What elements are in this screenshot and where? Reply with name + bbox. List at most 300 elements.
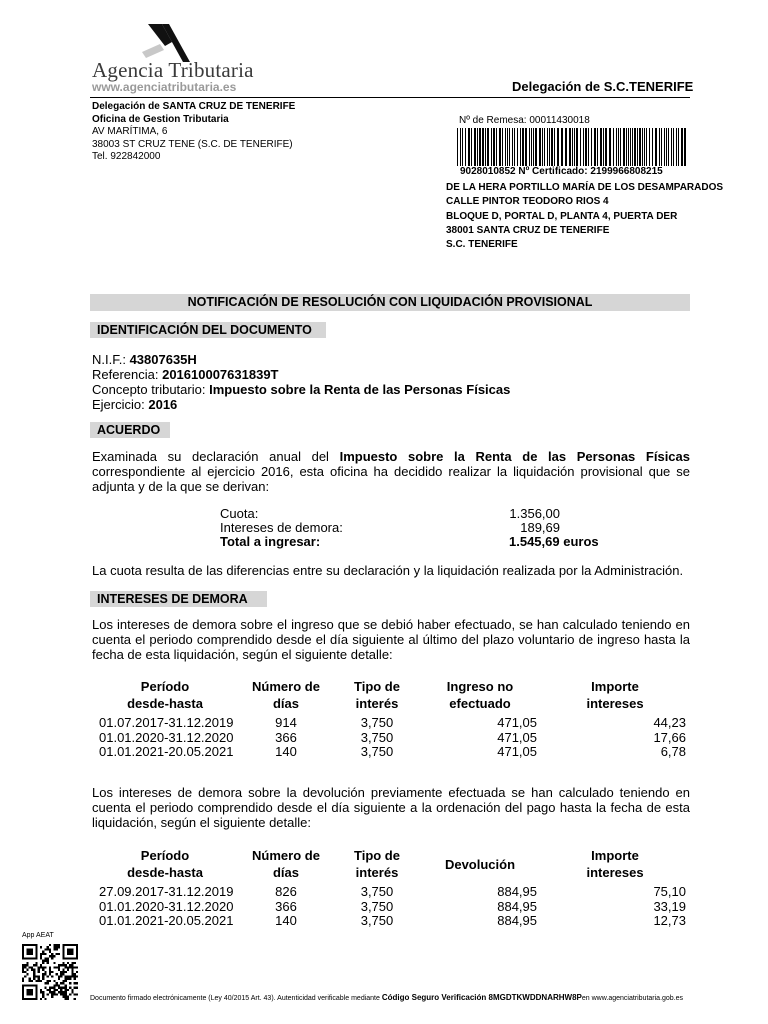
qr-module — [62, 953, 64, 955]
qr-module — [38, 980, 40, 982]
qr-module — [76, 993, 78, 995]
barcode-bar — [457, 128, 458, 166]
qr-module — [40, 964, 42, 966]
qr-module — [60, 991, 62, 993]
qr-module — [29, 957, 31, 959]
qr-module — [74, 966, 76, 968]
qr-module — [42, 966, 44, 968]
barcode-bar — [507, 128, 508, 166]
barcode-bar — [585, 128, 587, 166]
qr-module — [74, 987, 76, 989]
qr-module — [26, 953, 28, 955]
qr-module — [67, 944, 69, 946]
addressee-province: S.C. TENERIFE — [446, 239, 518, 251]
qr-module — [74, 962, 76, 964]
qr-module — [42, 975, 44, 977]
table-row — [0, 745, 768, 760]
barcode-bar — [551, 128, 553, 166]
qr-module — [56, 966, 58, 968]
agreement-tax-name: Impuesto sobre la Renta de las Personas Físicas — [339, 449, 690, 464]
qr-module — [53, 993, 55, 995]
qr-module — [33, 984, 35, 986]
qr-module — [62, 987, 64, 989]
qr-module — [49, 971, 51, 973]
office-line: Tel. 922842000 — [92, 151, 161, 162]
qr-module — [74, 993, 76, 995]
qr-module — [71, 969, 73, 971]
qr-module — [44, 973, 46, 975]
table1-header-days: Número de días — [252, 679, 320, 711]
table2-header-amount: Importe intereses — [586, 848, 644, 880]
qr-module — [71, 989, 73, 991]
qr-module — [58, 991, 60, 993]
qr-module — [58, 966, 60, 968]
office-line: AV MARÍTIMA, 6 — [92, 126, 168, 137]
qr-module — [31, 984, 33, 986]
qr-module — [35, 962, 37, 964]
qr-module — [65, 975, 67, 977]
qr-module — [24, 966, 26, 968]
qr-module — [40, 966, 42, 968]
qr-module — [22, 991, 24, 993]
qr-module — [33, 971, 35, 973]
qr-module — [67, 953, 69, 955]
barcode-bar — [533, 128, 534, 166]
table-row — [0, 900, 768, 915]
qr-module — [26, 984, 28, 986]
qr-module — [65, 991, 67, 993]
qr-module — [58, 953, 60, 955]
qr-module — [38, 978, 40, 980]
qr-module — [65, 957, 67, 959]
qr-module — [31, 989, 33, 991]
qr-module — [31, 969, 33, 971]
barcode-bar — [485, 128, 486, 166]
qr-module — [65, 966, 67, 968]
qr-module — [69, 957, 71, 959]
qr-module — [31, 993, 33, 995]
qr-module — [62, 969, 64, 971]
qr-module — [26, 962, 28, 964]
qr-module — [65, 944, 67, 946]
qr-module — [22, 955, 24, 957]
qr-module — [31, 966, 33, 968]
qr-module — [47, 957, 49, 959]
barcode-bar — [646, 128, 647, 166]
qr-module — [67, 951, 69, 953]
qr-module — [47, 946, 49, 948]
concept-label: Concepto tributario: — [92, 382, 210, 397]
signature-footer — [90, 993, 683, 1002]
qr-module — [40, 991, 42, 993]
qr-module — [53, 955, 55, 957]
table1-header-rate: Tipo de interés — [354, 679, 400, 711]
qr-module — [71, 962, 73, 964]
verification-code: Código Seguro Verificación 8MGDTKWDDNARHW8P — [381, 993, 582, 1002]
qr-module — [26, 973, 28, 975]
row-period: 01.01.2021-20.05.2021 — [99, 913, 234, 928]
qr-module — [24, 998, 26, 1000]
barcode-bar — [509, 128, 510, 166]
qr-module — [24, 971, 26, 973]
qr-module — [56, 982, 58, 984]
qr-module — [22, 948, 24, 950]
qr-module — [67, 969, 69, 971]
qr-module — [67, 966, 69, 968]
qr-module — [65, 987, 67, 989]
qr-module — [49, 955, 51, 957]
interest-paragraph-1: Los intereses de demora sobre el ingreso que se debió haber efectuado, se han calculado teniendo en cuenta el periodo comprendido desde el día siguiente al último del plazo voluntario de ingreso hasta la fecha de esta liquidación, según el siguiente detalle: — [92, 617, 690, 662]
qr-module — [60, 989, 62, 991]
qr-module — [49, 987, 51, 989]
barcode-bar — [597, 128, 598, 166]
barcode-bar — [676, 128, 677, 166]
qr-module — [33, 964, 35, 966]
identification-block — [92, 352, 510, 412]
barcode-bar — [547, 128, 548, 166]
qr-module — [69, 975, 71, 977]
qr-module — [22, 984, 24, 986]
qr-module — [35, 984, 37, 986]
barcode-bar — [664, 128, 665, 166]
qr-module — [49, 948, 51, 950]
qr-module — [71, 964, 73, 966]
qr-module — [26, 957, 28, 959]
remittance-number: Nº de Remesa: 00011430018 — [459, 115, 590, 126]
qr-module — [35, 951, 37, 953]
qr-module — [31, 998, 33, 1000]
agency-name: Agencia Tributaria — [92, 58, 254, 82]
qr-module — [47, 962, 49, 964]
row-amount: 75,10 — [653, 884, 686, 899]
row-rate: 3,750 — [360, 715, 394, 730]
barcode-bar — [649, 128, 650, 166]
qr-module — [67, 989, 69, 991]
qr-module — [69, 966, 71, 968]
interest-value: 189,69 — [520, 520, 560, 535]
barcode-bar — [539, 128, 541, 166]
qr-module — [76, 982, 78, 984]
barcode-bar — [652, 128, 653, 166]
qr-module — [22, 969, 24, 971]
qr-module — [74, 978, 76, 980]
table-row — [0, 731, 768, 746]
qr-module — [22, 957, 24, 959]
qr-module — [44, 957, 46, 959]
barcode-bar — [609, 128, 611, 166]
qr-module — [35, 989, 37, 991]
qr-module — [47, 960, 49, 962]
year-value: 2016 — [148, 397, 178, 412]
qr-module — [51, 957, 53, 959]
qr-module — [29, 993, 31, 995]
barcode-bar — [628, 128, 629, 166]
barcode-bar — [471, 128, 472, 166]
qr-module — [58, 969, 60, 971]
office-line: Delegación de SANTA CRUZ DE TENERIFE — [92, 101, 296, 112]
agreement-text: correspondiente al ejercicio 2016, esta oficina ha decidido realizar la liquidación provisional que se adjunta y de la que se derivan: — [92, 464, 690, 494]
qr-module — [29, 944, 31, 946]
qr-module — [51, 991, 53, 993]
qr-module — [62, 996, 64, 998]
table2-header-days: Número de días — [252, 848, 320, 880]
qr-module — [22, 998, 24, 1000]
barcode-bar — [487, 128, 489, 166]
qr-module — [22, 993, 24, 995]
qr-module — [40, 989, 42, 991]
qr-module — [22, 996, 24, 998]
barcode-bar — [554, 128, 555, 166]
barcode-bar — [620, 128, 621, 166]
qr-module — [22, 978, 24, 980]
qr-module — [53, 948, 55, 950]
qr-module — [35, 946, 37, 948]
row-rate: 3,750 — [360, 898, 394, 914]
qr-module — [44, 982, 46, 984]
qr-module — [35, 975, 37, 977]
qr-module — [76, 966, 78, 968]
qr-module — [56, 984, 58, 986]
qr-module — [71, 953, 73, 955]
qr-module — [42, 951, 44, 953]
agency-url[interactable]: www.agenciatributaria.es — [92, 80, 237, 94]
qr-module — [62, 991, 64, 993]
row-days: 140 — [275, 913, 297, 928]
barcode-bar — [630, 128, 631, 166]
header-divider — [90, 97, 690, 98]
qr-module — [44, 948, 46, 950]
barcode-number: 9028010852 Nº Certificado: 2199966808215 — [460, 166, 663, 177]
qr-module — [38, 971, 40, 973]
qr-module — [40, 946, 42, 948]
qr-module — [53, 987, 55, 989]
qr-module — [29, 978, 31, 980]
barcode-bar — [502, 128, 503, 166]
qr-module — [31, 991, 33, 993]
qr-module — [24, 975, 26, 977]
qr-module — [53, 962, 55, 964]
row-base: 471,05 — [497, 729, 537, 745]
total-label: Total a ingresar: — [220, 534, 321, 549]
barcode-bar — [491, 128, 492, 166]
row-rate: 3,750 — [360, 913, 394, 928]
barcode-bar — [517, 128, 518, 166]
qr-module — [35, 987, 37, 989]
qr-module — [74, 944, 76, 946]
barcode-bar — [588, 128, 589, 166]
qr-module — [42, 991, 44, 993]
qr-module — [31, 951, 33, 953]
qr-module — [62, 957, 64, 959]
row-rate: 3,750 — [360, 744, 394, 759]
quota-label: Cuota: — [220, 506, 259, 521]
interest-label: Intereses de demora: — [220, 520, 343, 535]
barcode-bar — [594, 128, 596, 166]
qr-module — [35, 964, 37, 966]
qr-module — [76, 975, 78, 977]
qr-module — [42, 969, 44, 971]
qr-module — [56, 953, 58, 955]
qr-module — [53, 991, 55, 993]
interest-table-2 — [0, 885, 768, 929]
qr-module — [53, 944, 55, 946]
qr-module — [29, 951, 31, 953]
qr-module — [29, 980, 31, 982]
table-row — [0, 914, 768, 929]
qr-module — [62, 964, 64, 966]
qr-module — [33, 944, 35, 946]
qr-module — [74, 975, 76, 977]
qr-module — [47, 975, 49, 977]
qr-module — [58, 975, 60, 977]
qr-module — [22, 951, 24, 953]
row-period: 01.01.2021-20.05.2021 — [99, 744, 234, 759]
barcode-bar — [482, 128, 484, 166]
qr-module — [33, 998, 35, 1000]
qr-module — [49, 973, 51, 975]
qr-module — [29, 989, 31, 991]
barcode-bar — [569, 128, 571, 166]
qr-module — [69, 987, 71, 989]
qr-module — [76, 971, 78, 973]
qr-module — [29, 984, 31, 986]
qr-module — [74, 973, 76, 975]
qr-module — [58, 944, 60, 946]
qr-module — [76, 948, 78, 950]
barcode-bar — [460, 128, 461, 166]
document-title: NOTIFICACIÓN DE RESOLUCIÓN CON LIQUIDACIÓN PROVISIONAL — [90, 294, 690, 311]
qr-code[interactable] — [22, 944, 78, 1000]
barcode-bar — [525, 128, 527, 166]
qr-module — [47, 948, 49, 950]
qr-module — [22, 944, 24, 946]
qr-module — [62, 971, 64, 973]
qr-module — [29, 966, 31, 968]
delegation-title: Delegación de S.C.TENERIFE — [512, 79, 694, 94]
row-period: 27.09.2017-31.12.2019 — [99, 884, 234, 899]
qr-module — [62, 993, 64, 995]
qr-module — [76, 951, 78, 953]
barcode-bar — [477, 128, 478, 166]
office-block — [92, 101, 295, 164]
footer-text: Documento firmado electrónicamente (Ley 40/2015 Art. 43). Autenticidad verificable mediante — [90, 995, 382, 1002]
qr-module — [24, 964, 26, 966]
qr-module — [69, 993, 71, 995]
row-base: 884,95 — [497, 913, 537, 928]
addressee-name: DE LA HERA PORTILLO MARÍA DE LOS DESAMPARADOS — [446, 182, 724, 193]
qr-module — [71, 944, 73, 946]
barcode-bar — [591, 128, 592, 166]
qr-module — [51, 953, 53, 955]
qr-module — [65, 980, 67, 982]
agreement-paragraph — [92, 449, 690, 494]
row-days: 914 — [275, 715, 297, 730]
qr-module — [26, 964, 28, 966]
qr-module — [29, 991, 31, 993]
row-period: 01.01.2020-31.12.2020 — [99, 898, 234, 914]
qr-module — [51, 971, 53, 973]
reference-value: 201610007631839T — [162, 367, 279, 382]
qr-module — [69, 978, 71, 980]
qr-module — [67, 996, 69, 998]
qr-module — [35, 953, 37, 955]
table1-header-period: Período desde-hasta — [127, 679, 203, 711]
barcode-bar — [514, 128, 515, 166]
qr-module — [62, 955, 64, 957]
qr-module — [35, 991, 37, 993]
qr-module — [24, 957, 26, 959]
qr-module — [60, 973, 62, 975]
qr-module — [22, 987, 24, 989]
qr-module — [31, 948, 33, 950]
qr-module — [22, 966, 24, 968]
barcode-bar — [576, 128, 578, 166]
qr-module — [22, 946, 24, 948]
row-base: 471,05 — [497, 744, 537, 759]
row-rate: 3,750 — [360, 729, 394, 745]
qr-module — [71, 948, 73, 950]
quota-value: 1.356,00 — [509, 506, 560, 521]
barcode-bar — [465, 128, 466, 166]
qr-module — [44, 971, 46, 973]
qr-module — [31, 980, 33, 982]
qr-module — [53, 946, 55, 948]
row-rate: 3,750 — [360, 884, 394, 899]
qr-module — [31, 957, 33, 959]
nif-label: N.I.F.: — [92, 352, 130, 367]
barcode-bar — [529, 128, 530, 166]
qr-module — [47, 989, 49, 991]
barcode-bar — [505, 128, 506, 166]
barcode-bar — [613, 128, 614, 166]
barcode-bar — [661, 128, 662, 166]
qr-module — [69, 944, 71, 946]
barcode-bar — [580, 128, 581, 166]
qr-module — [49, 966, 51, 968]
qr-module — [51, 987, 53, 989]
qr-module — [58, 964, 60, 966]
qr-module — [71, 971, 73, 973]
qr-module — [31, 944, 33, 946]
qr-module — [40, 980, 42, 982]
interest-table-1 — [0, 716, 768, 760]
qr-module — [29, 948, 31, 950]
qr-module — [71, 966, 73, 968]
barcode-bar — [668, 128, 669, 166]
barcode-bar — [462, 128, 463, 166]
qr-module — [51, 975, 53, 977]
qr-module — [35, 957, 37, 959]
qr-module — [42, 953, 44, 955]
barcode-bar — [493, 128, 495, 166]
qr-module — [65, 984, 67, 986]
qr-module — [49, 989, 51, 991]
qr-module — [67, 975, 69, 977]
barcode-bar — [542, 128, 543, 166]
qr-module — [33, 975, 35, 977]
qr-module — [29, 998, 31, 1000]
barcode-bar — [574, 128, 575, 166]
row-base: 884,95 — [497, 898, 537, 914]
year-label: Ejercicio: — [92, 397, 149, 412]
barcode-bar — [618, 128, 619, 166]
qr-module — [67, 978, 69, 980]
qr-module — [44, 953, 46, 955]
qr-module — [42, 996, 44, 998]
office-line: 38003 ST CRUZ TENE (S.C. DE TENERIFE) — [92, 138, 293, 150]
agreement-text: Examinada su declaración anual del — [92, 449, 340, 464]
barcode-bar — [623, 128, 625, 166]
